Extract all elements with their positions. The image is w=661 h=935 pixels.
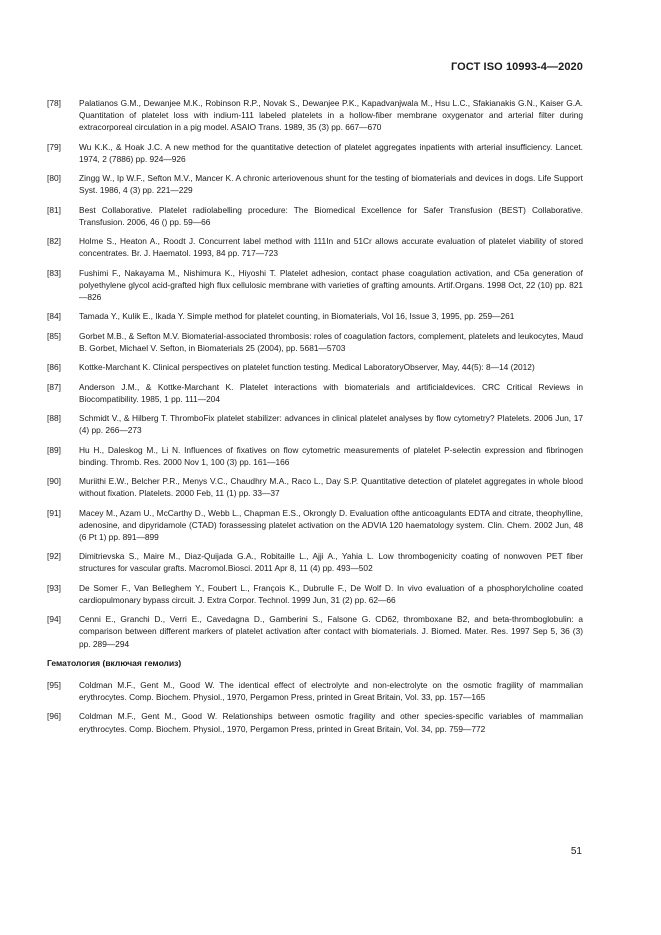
reference-number: [84] [47,311,61,322]
reference-number: [88] [47,413,61,423]
reference-item [47,582,583,606]
reference-text: Gorbet M.B., & Sefton M.V. Biomaterial-associated thrombosis: roles of coagulation factors, complement, platelets and leukocytes, Maud B. Gorbet, Michael V. Sefton, in Biomaterials 25 (2004), pp. 5681—5703 [79,330,583,353]
reference-item [47,613,583,650]
reference-text: Holme S., Heaton A., Roodt J. Concurrent label method with 111In and 51Cr allows accurate evaluation of platelet viability of stored concentrates. Br. J. Haematol. 1993, 84 pp. 717—723 [79,236,583,259]
reference-number: [93] [47,582,61,593]
reference-item [47,141,583,165]
reference-number: [85] [47,330,61,341]
reference-text: Macey M., Azam U., McCarthy D., Webb L., Chapman E.S., Okrongly D. Evaluation ofthe anticoagulants EDTA and citrate, theophylline, adenosine, and dipyridamole (CTAD) forassessing platelet activation on the ADVIA 120 haematology system. Clin. Chem. 2002 Jun, 48 (6 Pt 1) pp. 891—899 [79,507,583,542]
reference-number: [87] [47,381,61,392]
reference-text: Best Collaborative. Platelet radiolabelling procedure: The Biomedical Excellence for Safer Transfusion (BEST) Collaborative. Transfusion. 2006, 46 () pp. 59—66 [79,204,583,227]
reference-item [47,235,583,259]
reference-item [47,204,583,228]
reference-number: [81] [47,204,61,215]
reference-text: Coldman M.F., Gent M., Good W. The identical effect of electrolyte and non-electrolyte on the osmotic fragility of mammalian erythrocytes. Comp. Biochem. Physiol., 1970, Pergamon Press, printed in Great Britain, Vol. 33, pp. 157—165 [79,679,583,703]
reference-text: Wu K.K., & Hoak J.C. A new method for the quantitative detection of platelet aggregates inpatients with arterial insufficiency. Lancet. 1974, 2 (7886) pp. 924—926 [79,141,583,164]
reference-number: [90] [47,476,61,486]
reference-number: [80] [47,173,61,184]
reference-text: Hu H., Daleskog M., Li N. Influences of fixatives on flow cytometric measurements of platelet P-selectin expression and fibrinogen binding. Thromb. Res. 2000 Nov 1, 100 (3) pp. 161—166 [79,444,583,467]
reference-text: Dimitrievska S., Maire M., Diaz-Quijada G.A., Robitaille L., Ajji A., Yahia L. Low thrombogenicity coating of nonwoven PET fiber structures for vascular grafts. Macromol.Biosci. 2011 Apr 8, 11 (4) pp. 493—502 [79,551,583,574]
reference-item [47,330,583,354]
reference-number: [89] [47,444,61,455]
standard-header: ГОСТ ISO 10993-4—2020 [450,61,583,73]
reference-number: [95] [47,679,61,690]
page-number: 51 [570,846,582,857]
reference-item [47,507,583,544]
reference-text: Tamada Y., Kulik E., Ikada Y. Simple method for platelet counting, in Biomaterials, Vol 16, Issue 3, 1995, pp. 259—261 [79,311,515,322]
reference-group-hematology [47,679,583,735]
section-heading: Гематология (включая гемолиз) [47,657,182,668]
reference-number: [79] [47,141,61,152]
reference-item [47,550,583,574]
reference-item [47,172,583,196]
reference-item [47,310,583,322]
reference-text: Zingg W., Ip W.F., Sefton M.V., Mancer K. A chronic arteriovenous shunt for the testing of biomaterials and devices in dogs. Life Support Syst. 1986, 4 (3) pp. 221—229 [79,173,583,196]
reference-number: [78] [47,98,61,108]
reference-item [47,267,583,304]
reference-item [47,381,583,405]
reference-text: De Somer F., Van Belleghem Y., Foubert L., François K., Dubrulle F., De Wolf D. In vivo evaluation of a phosphorylcholine coated cardiopulmonary bypass circuit. J. Extra Corpor. Technol. 1999 Jun, 31 (2) pp. 62—66 [79,582,583,605]
reference-group-hemostasis [47,97,583,650]
reference-item [47,412,583,436]
reference-number: [96] [47,711,61,722]
reference-number: [92] [47,551,61,562]
reference-number: [86] [47,362,61,373]
reference-number: [82] [47,236,61,247]
reference-item [47,444,583,468]
reference-number: [91] [47,507,61,518]
reference-text: Cenni E., Granchi D., Verri E., Cavedagna D., Gamberini S., Falsone G. CD62, thromboxane B2, and beta-thromboglobulin: a comparison between different markers of platelet activation after contact with biomaterials. J. Biomed. Mater. Res. 1997 Sep 5, 36 (3) pp. 289—294 [79,614,583,649]
reference-text: Muriithi E.W., Belcher P.R., Menys V.C., Chaudhry M.A., Raco L., Day S.P. Quantitative detection of platelet aggregates in whole blood without fixation. Platelets. 2000 Feb, 11 (1) pp. 33—37 [79,476,583,499]
reference-item [47,679,583,703]
reference-text: Kottke-Marchant K. Clinical perspectives on platelet function testing. Medical LaboratoryObserver, May, 44(5): 8—14 (2012) [79,362,535,373]
reference-text: Coldman M.F., Gent M., Good W. Relationships between osmotic fragility and other species-specific variables of mammalian erythrocytes. Comp. Biochem. Physiol., 1970, Pergamon Press, printed in Great Britain, Vol. 34, pp. 759—772 [79,711,583,734]
reference-item [47,97,583,134]
reference-text: Fushimi F., Nakayama M., Nishimura K., Hiyoshi T. Platelet adhesion, contact phase coagulation activation, and C5a generation of polyethylene glycol acid-grafted high flux cellulosic membrane with varieties of grafting amounts. Artif.Organs. 1998 Oct, 22 (10) pp. 821—826 [79,267,583,303]
reference-number: [94] [47,614,61,625]
reference-item [47,710,583,734]
reference-number: [83] [47,267,61,278]
reference-text: Anderson J.M., & Kottke-Marchant K. Platelet interactions with biomaterials and artificialdevices. CRC Critical Reviews in Biocompatibility. 1985, 1 pp. 111—204 [79,381,583,404]
reference-text: Schmidt V., & Hilberg T. ThromboFix platelet stabilizer: advances in clinical platelet analyses by flow cytometry? Platelets. 2006 Jun, 17 (4) pp. 266—273 [79,413,583,436]
reference-list [47,97,583,742]
reference-item [47,361,583,373]
reference-item [47,475,583,499]
reference-text: Palatianos G.M., Dewanjee M.K., Robinson R.P., Novak S., Dewanjee P.K., Kapadvanjwala M., Hsu L.C., Sfakianakis G.N., Kaiser G.A. Quantitation of platelet loss with indium-111 labeled platelets in a hollow-fiber membrane oxygenator and arterial filter during extracorporeal circulation in a pig model. ASAIO Trans. 1989, 35 (3) pp. 667—670 [79,98,583,133]
